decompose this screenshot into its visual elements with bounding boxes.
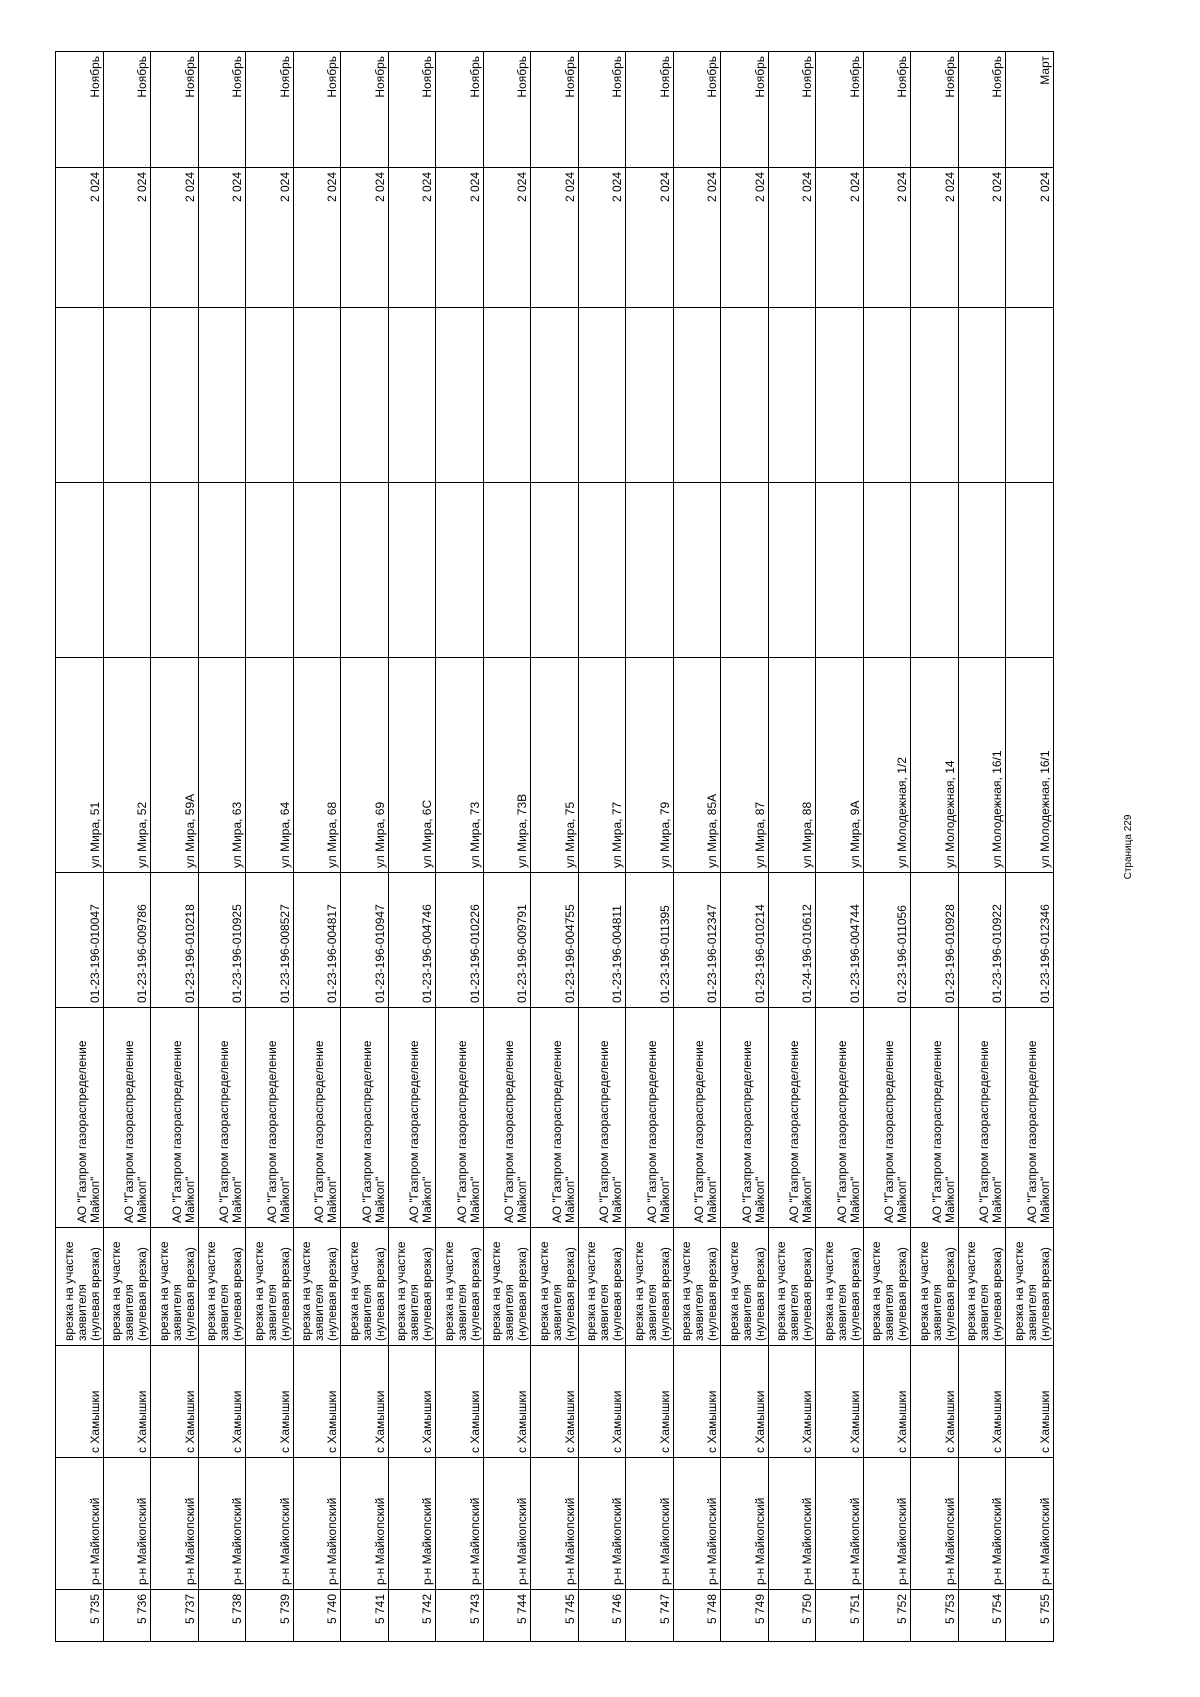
cell-empty (56, 483, 104, 658)
cell-district: р-н Майкопский (198, 1458, 246, 1590)
cell-address: ул Мира, 6С (388, 658, 436, 873)
cell-code: 01-23-196-010947 (341, 873, 389, 1008)
cell-code: 01-23-196-011056 (863, 873, 911, 1008)
cell-settlement: с Хамышки (103, 1346, 151, 1458)
cell-number: 5 741 (341, 1590, 389, 1642)
cell-address: ул Мира, 87 (721, 658, 769, 873)
cell-organization: АО "Газпром газораспределение Майкоп" (103, 1008, 151, 1228)
cell-number: 5 753 (911, 1590, 959, 1642)
cell-address: ул Мира, 51 (56, 658, 104, 873)
cell-month: Ноябрь (246, 52, 294, 168)
cell-empty (531, 483, 579, 658)
cell-year: 2 024 (293, 168, 341, 308)
cell-number: 5 736 (103, 1590, 151, 1642)
cell-address: ул Мира, 79 (626, 658, 674, 873)
cell-year: 2 024 (768, 168, 816, 308)
cell-code: 01-23-196-004755 (531, 873, 579, 1008)
cell-settlement: с Хамышки (341, 1346, 389, 1458)
cell-settlement: с Хамышки (673, 1346, 721, 1458)
cell-empty (198, 483, 246, 658)
cell-number: 5 735 (56, 1590, 104, 1642)
cell-number: 5 752 (863, 1590, 911, 1642)
table-row (958, 52, 1006, 1642)
cell-organization: АО "Газпром газораспределение Майкоп" (293, 1008, 341, 1228)
cell-empty (721, 308, 769, 483)
cell-empty (863, 483, 911, 658)
cell-code: 01-23-196-009791 (483, 873, 531, 1008)
cell-empty (56, 308, 104, 483)
cell-code: 01-23-196-010928 (911, 873, 959, 1008)
cell-organization: АО "Газпром газораспределение Майкоп" (721, 1008, 769, 1228)
cell-number: 5 738 (198, 1590, 246, 1642)
cell-district: р-н Майкопский (341, 1458, 389, 1590)
cell-code: 01-23-196-011395 (626, 873, 674, 1008)
cell-month: Ноябрь (911, 52, 959, 168)
cell-month: Ноябрь (816, 52, 864, 168)
cell-work-type: врезка на участке заявителя (нулевая врезка) (768, 1228, 816, 1346)
cell-address: ул Молодежная, 14 (911, 658, 959, 873)
cell-district: р-н Майкопский (531, 1458, 579, 1590)
cell-year: 2 024 (198, 168, 246, 308)
cell-year: 2 024 (958, 168, 1006, 308)
cell-work-type: врезка на участке заявителя (нулевая врезка) (151, 1228, 199, 1346)
cell-work-type: врезка на участке заявителя (нулевая врезка) (578, 1228, 626, 1346)
cell-empty (341, 308, 389, 483)
cell-district: р-н Майкопский (626, 1458, 674, 1590)
cell-address: ул Мира, 73 (436, 658, 484, 873)
cell-address: ул Мира, 9А (816, 658, 864, 873)
cell-code: 01-23-196-012347 (673, 873, 721, 1008)
cell-empty (673, 483, 721, 658)
cell-empty (483, 483, 531, 658)
cell-month: Ноябрь (578, 52, 626, 168)
cell-district: р-н Майкопский (151, 1458, 199, 1590)
cell-empty (436, 308, 484, 483)
cell-work-type: врезка на участке заявителя (нулевая врезка) (673, 1228, 721, 1346)
cell-settlement: с Хамышки (626, 1346, 674, 1458)
cell-empty (816, 308, 864, 483)
cell-settlement: с Хамышки (1006, 1346, 1054, 1458)
cell-code: 01-23-196-010047 (56, 873, 104, 1008)
cell-empty (483, 308, 531, 483)
cell-address: ул Мира, 68 (293, 658, 341, 873)
cell-empty (958, 308, 1006, 483)
cell-month: Ноябрь (103, 52, 151, 168)
cell-code: 01-23-196-004817 (293, 873, 341, 1008)
cell-settlement: с Хамышки (816, 1346, 864, 1458)
cell-month: Ноябрь (626, 52, 674, 168)
cell-address: ул Молодежная, 16/1 (1006, 658, 1054, 873)
cell-empty (151, 483, 199, 658)
cell-work-type: врезка на участке заявителя (нулевая врезка) (626, 1228, 674, 1346)
cell-number: 5 745 (531, 1590, 579, 1642)
cell-district: р-н Майкопский (56, 1458, 104, 1590)
cell-month: Ноябрь (863, 52, 911, 168)
cell-organization: АО "Газпром газораспределение Майкоп" (341, 1008, 389, 1228)
table-row (56, 52, 104, 1642)
table-row (531, 52, 579, 1642)
table-row (151, 52, 199, 1642)
cell-settlement: с Хамышки (721, 1346, 769, 1458)
cell-organization: АО "Газпром газораспределение Майкоп" (626, 1008, 674, 1228)
table-row (341, 52, 389, 1642)
cell-settlement: с Хамышки (56, 1346, 104, 1458)
cell-address: ул Молодежная, 16/1 (958, 658, 1006, 873)
cell-district: р-н Майкопский (293, 1458, 341, 1590)
cell-month: Ноябрь (721, 52, 769, 168)
cell-code: 01-23-196-004746 (388, 873, 436, 1008)
cell-organization: АО "Газпром газораспределение Майкоп" (958, 1008, 1006, 1228)
table-row (483, 52, 531, 1642)
cell-settlement: с Хамышки (436, 1346, 484, 1458)
cell-month: Ноябрь (673, 52, 721, 168)
cell-organization: АО "Газпром газораспределение Майкоп" (673, 1008, 721, 1228)
cell-organization: АО "Газпром газораспределение Майкоп" (768, 1008, 816, 1228)
cell-empty (246, 308, 294, 483)
cell-work-type: врезка на участке заявителя (нулевая врезка) (911, 1228, 959, 1346)
cell-empty (768, 308, 816, 483)
cell-settlement: с Хамышки (388, 1346, 436, 1458)
cell-year: 2 024 (1006, 168, 1054, 308)
cell-empty (768, 483, 816, 658)
cell-settlement: с Хамышки (911, 1346, 959, 1458)
cell-address: ул Мира, 77 (578, 658, 626, 873)
cell-address: ул Молодежная, 1/2 (863, 658, 911, 873)
cell-district: р-н Майкопский (1006, 1458, 1054, 1590)
cell-code: 01-23-196-010218 (151, 873, 199, 1008)
cell-code: 01-23-196-004744 (816, 873, 864, 1008)
table-row (721, 52, 769, 1642)
cell-work-type: врезка на участке заявителя (нулевая врезка) (246, 1228, 294, 1346)
cell-number: 5 749 (721, 1590, 769, 1642)
cell-code: 01-23-196-010925 (198, 873, 246, 1008)
cell-work-type: врезка на участке заявителя (нулевая врезка) (483, 1228, 531, 1346)
cell-year: 2 024 (388, 168, 436, 308)
cell-empty (103, 308, 151, 483)
cell-number: 5 755 (1006, 1590, 1054, 1642)
cell-empty (388, 308, 436, 483)
cell-district: р-н Майкопский (816, 1458, 864, 1590)
cell-month: Ноябрь (436, 52, 484, 168)
cell-organization: АО "Газпром газораспределение Майкоп" (1006, 1008, 1054, 1228)
cell-address: ул Мира, 63 (198, 658, 246, 873)
cell-address: ул Мира, 73В (483, 658, 531, 873)
cell-month: Ноябрь (388, 52, 436, 168)
cell-year: 2 024 (103, 168, 151, 308)
cell-organization: АО "Газпром газораспределение Майкоп" (246, 1008, 294, 1228)
cell-empty (578, 483, 626, 658)
cell-empty (436, 483, 484, 658)
cell-district: р-н Майкопский (721, 1458, 769, 1590)
cell-empty (673, 308, 721, 483)
cell-organization: АО "Газпром газораспределение Майкоп" (578, 1008, 626, 1228)
table-row (768, 52, 816, 1642)
cell-district: р-н Майкопский (246, 1458, 294, 1590)
cell-work-type: врезка на участке заявителя (нулевая врезка) (103, 1228, 151, 1346)
cell-month: Ноябрь (531, 52, 579, 168)
cell-settlement: с Хамышки (151, 1346, 199, 1458)
cell-settlement: с Хамышки (768, 1346, 816, 1458)
cell-year: 2 024 (911, 168, 959, 308)
cell-work-type: врезка на участке заявителя (нулевая врезка) (863, 1228, 911, 1346)
table-row (103, 52, 151, 1642)
cell-organization: АО "Газпром газораспределение Майкоп" (151, 1008, 199, 1228)
cell-year: 2 024 (673, 168, 721, 308)
cell-district: р-н Майкопский (578, 1458, 626, 1590)
cell-number: 5 754 (958, 1590, 1006, 1642)
table-row (911, 52, 959, 1642)
cell-organization: АО "Газпром газораспределение Майкоп" (483, 1008, 531, 1228)
cell-settlement: с Хамышки (958, 1346, 1006, 1458)
cell-year: 2 024 (626, 168, 674, 308)
cell-settlement: с Хамышки (293, 1346, 341, 1458)
cell-code: 01-23-196-010226 (436, 873, 484, 1008)
cell-address: ул Мира, 52 (103, 658, 151, 873)
cell-code: 01-23-196-004811 (578, 873, 626, 1008)
table-row (578, 52, 626, 1642)
cell-work-type: врезка на участке заявителя (нулевая врезка) (56, 1228, 104, 1346)
cell-empty (626, 483, 674, 658)
cell-settlement: с Хамышки (198, 1346, 246, 1458)
cell-district: р-н Майкопский (958, 1458, 1006, 1590)
cell-month: Ноябрь (56, 52, 104, 168)
cell-code: 01-23-196-010922 (958, 873, 1006, 1008)
cell-code: 01-23-196-009786 (103, 873, 151, 1008)
cell-number: 5 743 (436, 1590, 484, 1642)
cell-empty (341, 483, 389, 658)
cell-empty (246, 483, 294, 658)
cell-empty (293, 483, 341, 658)
cell-organization: АО "Газпром газораспределение Майкоп" (816, 1008, 864, 1228)
cell-number: 5 751 (816, 1590, 864, 1642)
cell-year: 2 024 (483, 168, 531, 308)
cell-district: р-н Майкопский (103, 1458, 151, 1590)
cell-year: 2 024 (151, 168, 199, 308)
cell-work-type: врезка на участке заявителя (нулевая врезка) (958, 1228, 1006, 1346)
data-table (55, 51, 1054, 1642)
cell-organization: АО "Газпром газораспределение Майкоп" (531, 1008, 579, 1228)
cell-number: 5 748 (673, 1590, 721, 1642)
cell-number: 5 742 (388, 1590, 436, 1642)
cell-settlement: с Хамышки (483, 1346, 531, 1458)
cell-code: 01-23-196-008527 (246, 873, 294, 1008)
cell-empty (721, 483, 769, 658)
table-row (246, 52, 294, 1642)
cell-settlement: с Хамышки (246, 1346, 294, 1458)
cell-code: 01-23-196-010214 (721, 873, 769, 1008)
cell-empty (578, 308, 626, 483)
cell-number: 5 740 (293, 1590, 341, 1642)
cell-address: ул Мира, 75 (531, 658, 579, 873)
cell-year: 2 024 (721, 168, 769, 308)
cell-district: р-н Майкопский (863, 1458, 911, 1590)
cell-code: 01-24-196-010612 (768, 873, 816, 1008)
cell-number: 5 737 (151, 1590, 199, 1642)
cell-work-type: врезка на участке заявителя (нулевая врезка) (816, 1228, 864, 1346)
cell-empty (151, 308, 199, 483)
table-row (816, 52, 864, 1642)
cell-organization: АО "Газпром газораспределение Майкоп" (911, 1008, 959, 1228)
cell-month: Ноябрь (483, 52, 531, 168)
cell-empty (911, 308, 959, 483)
cell-organization: АО "Газпром газораспределение Майкоп" (56, 1008, 104, 1228)
cell-district: р-н Майкопский (768, 1458, 816, 1590)
cell-number: 5 746 (578, 1590, 626, 1642)
cell-empty (958, 483, 1006, 658)
cell-district: р-н Майкопский (388, 1458, 436, 1590)
cell-year: 2 024 (578, 168, 626, 308)
cell-empty (531, 308, 579, 483)
cell-month: Ноябрь (198, 52, 246, 168)
table-row (198, 52, 246, 1642)
cell-empty (1006, 308, 1054, 483)
cell-month: Ноябрь (151, 52, 199, 168)
cell-year: 2 024 (531, 168, 579, 308)
cell-address: ул Мира, 88 (768, 658, 816, 873)
cell-settlement: с Хамышки (863, 1346, 911, 1458)
cell-year: 2 024 (56, 168, 104, 308)
cell-address: ул Мира, 85А (673, 658, 721, 873)
cell-number: 5 747 (626, 1590, 674, 1642)
cell-address: ул Мира, 64 (246, 658, 294, 873)
cell-empty (103, 483, 151, 658)
table-row (1006, 52, 1054, 1642)
cell-district: р-н Майкопский (483, 1458, 531, 1590)
table-body (56, 52, 1054, 1642)
cell-work-type: врезка на участке заявителя (нулевая врезка) (436, 1228, 484, 1346)
cell-empty (388, 483, 436, 658)
cell-organization: АО "Газпром газораспределение Майкоп" (388, 1008, 436, 1228)
page-number: Страница 229 (1123, 814, 1134, 880)
cell-month: Ноябрь (341, 52, 389, 168)
cell-organization: АО "Газпром газораспределение Майкоп" (436, 1008, 484, 1228)
table-row (626, 52, 674, 1642)
cell-year: 2 024 (246, 168, 294, 308)
cell-year: 2 024 (341, 168, 389, 308)
table-row (293, 52, 341, 1642)
table-row (388, 52, 436, 1642)
cell-empty (626, 308, 674, 483)
cell-year: 2 024 (863, 168, 911, 308)
cell-number: 5 750 (768, 1590, 816, 1642)
cell-empty (816, 483, 864, 658)
cell-work-type: врезка на участке заявителя (нулевая врезка) (198, 1228, 246, 1346)
cell-work-type: врезка на участке заявителя (нулевая врезка) (341, 1228, 389, 1346)
cell-work-type: врезка на участке заявителя (нулевая врезка) (293, 1228, 341, 1346)
table-row (673, 52, 721, 1642)
table-row (436, 52, 484, 1642)
cell-organization: АО "Газпром газораспределение Майкоп" (198, 1008, 246, 1228)
cell-empty (1006, 483, 1054, 658)
cell-district: р-н Майкопский (911, 1458, 959, 1590)
cell-address: ул Мира, 59А (151, 658, 199, 873)
cell-settlement: с Хамышки (531, 1346, 579, 1458)
cell-code: 01-23-196-012346 (1006, 873, 1054, 1008)
cell-month: Ноябрь (958, 52, 1006, 168)
cell-year: 2 024 (816, 168, 864, 308)
cell-work-type: врезка на участке заявителя (нулевая врезка) (531, 1228, 579, 1346)
cell-number: 5 744 (483, 1590, 531, 1642)
cell-work-type: врезка на участке заявителя (нулевая врезка) (388, 1228, 436, 1346)
cell-address: ул Мира, 69 (341, 658, 389, 873)
cell-month: Март (1006, 52, 1054, 168)
cell-settlement: с Хамышки (578, 1346, 626, 1458)
table-row (863, 52, 911, 1642)
cell-district: р-н Майкопский (436, 1458, 484, 1590)
cell-month: Ноябрь (293, 52, 341, 168)
cell-number: 5 739 (246, 1590, 294, 1642)
cell-empty (293, 308, 341, 483)
cell-organization: АО "Газпром газораспределение Майкоп" (863, 1008, 911, 1228)
cell-empty (911, 483, 959, 658)
cell-year: 2 024 (436, 168, 484, 308)
cell-month: Ноябрь (768, 52, 816, 168)
cell-empty (198, 308, 246, 483)
cell-empty (863, 308, 911, 483)
cell-work-type: врезка на участке заявителя (нулевая врезка) (721, 1228, 769, 1346)
cell-work-type: врезка на участке заявителя (нулевая врезка) (1006, 1228, 1054, 1346)
cell-district: р-н Майкопский (673, 1458, 721, 1590)
